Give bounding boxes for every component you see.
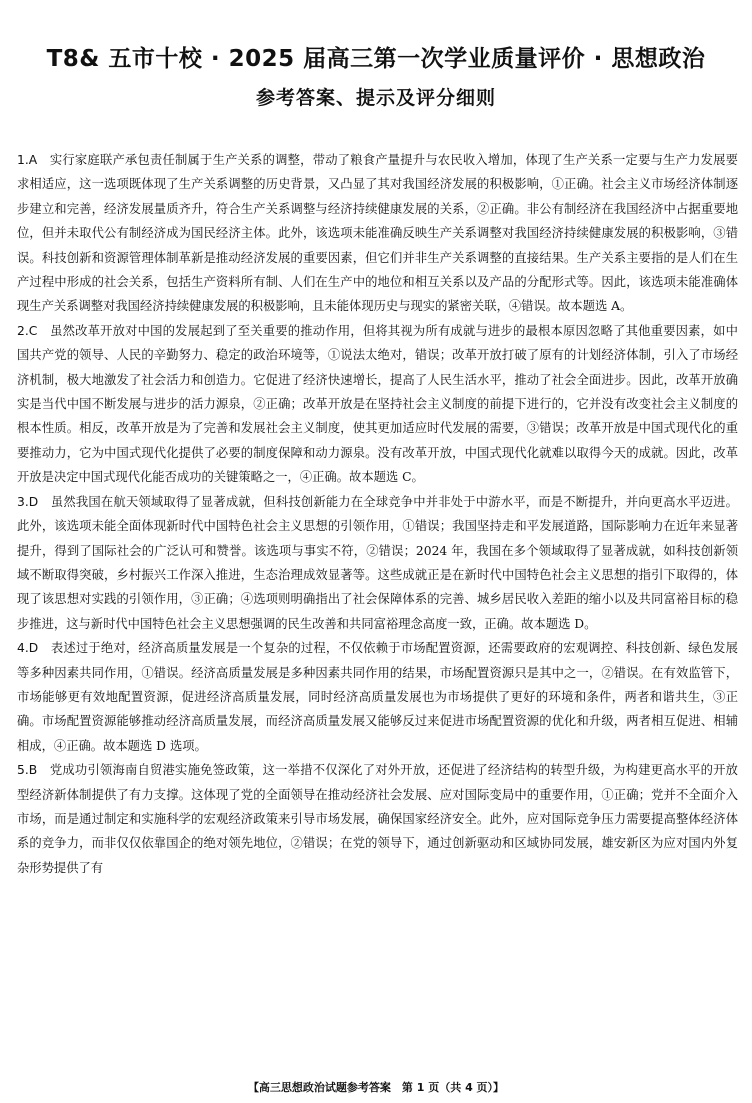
answer-label: 4.D (17, 641, 39, 656)
answer-item-1 (17, 148, 738, 319)
answer-label: 1.A (17, 153, 38, 167)
answer-label: 5.B (17, 763, 38, 778)
document-subtitle: 参考答案、提示及评分细则 (255, 87, 496, 109)
answer-item-2 (17, 319, 738, 490)
answer-item-4 (17, 636, 738, 758)
answer-text: 虽然改革开放对中国的发展起到了至关重要的推动作用，但将其视为所有成就与进步的最根本原因忽略了其他重要因素，如中国共产党的领导、人民的辛勤努力、稳定的政治环境等，①说法太绝对，错误；改革开放打破了原有的计划经济体制，引入了市场经济机制，极大地激发了社会活力和创造力。它促进了经济快速增长，提高了人民生活水平，推动了社会全面进步。因此，改革开放确实是当代中国不断发展与进步的活力源泉，②正确；改革开放是在坚持社会主义制度的前提下进行的，它并没有改变社会主义制度的根本性质。相反，改革开放是为了完善和发展社会主义制度，使其更加适应时代发展的需要，③错误；改革开放是中国式现代化的重要推动力，它为中国式现代化提供了必要的制度保障和动力源泉。没有改革开放，中国式现代化就难以取得今天的成就。因此，改革开放是决定中国式现代化能否成功的关键策略之一，④正确。故本题选 C。 (17, 323, 738, 485)
answer-item-5 (17, 758, 738, 880)
answer-item-3 (17, 490, 738, 636)
page-footer: 【高三思想政治试题参考答案 第 1 页（共 4 页）】 (247, 1081, 505, 1094)
answer-text: 表述过于绝对，经济高质量发展是一个复杂的过程，不仅依赖于市场配置资源，还需要政府的宏观调控、科技创新、绿色发展等多种因素共同作用，①错误。经济高质量发展是多种因素共同作用的结果，市场配置资源只是其中之一，②错误。在有效监管下，市场能够更有效地配置资源，促进经济高质量发展，同时经济高质量发展也为市场提供了更好的环境和条件，两者和谐共生，③正确。市场配置资源能够推动经济高质量发展，而经济高质量发展又能够反过来促进市场配置资源的优化和升级，两者相互促进、相辅相成，④正确。故本题选 D 选项。 (17, 641, 738, 753)
answers-body (17, 148, 738, 880)
document-title: T8& 五市十校 · 2025 届高三第一次学业质量评价 · 思想政治 (46, 46, 706, 72)
answer-label: 2.C (17, 323, 38, 338)
answer-text: 虽然我国在航天领域取得了显著成就，但科技创新能力在全球竞争中并非处于中游水平，而是不断提升，并向更高水平迈进。此外，该选项未能全面体现新时代中国特色社会主义思想的引领作用，①错误；我国坚持走和平发展道路，国际影响力在近年来显著提升，得到了国际社会的广泛认可和赞誉。该选项与事实不符，②错误；2024 年，我国在多个领域取得了显著成就，如科技创新领域不断取得突破，乡村振兴工作深入推进，生态治理成效显著等。这些成就正是在新时代中国特色社会主义思想的指引下取得的，体现了该思想对实践的引领作用，③正确；④选项则明确指出了社会保障体系的完善、城乡居民收入差距的缩小以及共同富裕目标的稳步推进，这与新时代中国特色社会主义思想强调的民生改善和共同富裕理念高度一致，正确。故本题选 D。 (17, 494, 738, 631)
answer-label: 3.D (17, 494, 39, 509)
answer-text: 党成功引领海南自贸港实施免签政策，这一举措不仅深化了对外开放，还促进了经济结构的转型升级，为构建更高水平的开放型经济新体制提供了有力支撑。这体现了党的全面领导在推动经济社会发展、应对国际变局中的重要作用，①正确；党并不全面介入市场，而是通过制定和实施科学的宏观经济政策来引导市场发展，确保国家经济安全。此外，应对国际竞争压力需要提高整体经济体系的竞争力，而非仅仅依靠国企的绝对领先地位，②错误；在党的领导下，通过创新驱动和区域协同发展，雄安新区为应对国内外复杂形势提供了有 (17, 763, 738, 875)
answer-text: 实行家庭联产承包责任制属于生产关系的调整，带动了粮食产量提升与农民收入增加，体现了生产关系一定要与生产力发展要求相适应，这一选项既体现了生产关系调整的历史背景，又凸显了其对我国经济发展的积极影响，①正确。社会主义市场经济体制逐步建立和完善，经济发展量质齐升，符合生产关系调整与经济持续健康发展的关系，②正确。非公有制经济在我国经济中占据重要地位，但并未取代公有制经济成为国民经济主体。此外，该选项未能准确反映生产关系调整对我国经济持续健康发展的积极影响，③错误。科技创新和资源管理体制革新是推动经济发展的重要因素，但它们并非生产关系调整的直接结果。生产关系主要指的是人们在生产过程中形成的社会关系，包括生产资料所有制、人们在生产中的地位和相互关系以及产品的分配形式等。因此，该选项未能准确体现生产关系调整对我国经济持续健康发展的积极影响，且未能体现历史与现实的紧密关联，④错误。故本题选 A。 (17, 153, 738, 314)
